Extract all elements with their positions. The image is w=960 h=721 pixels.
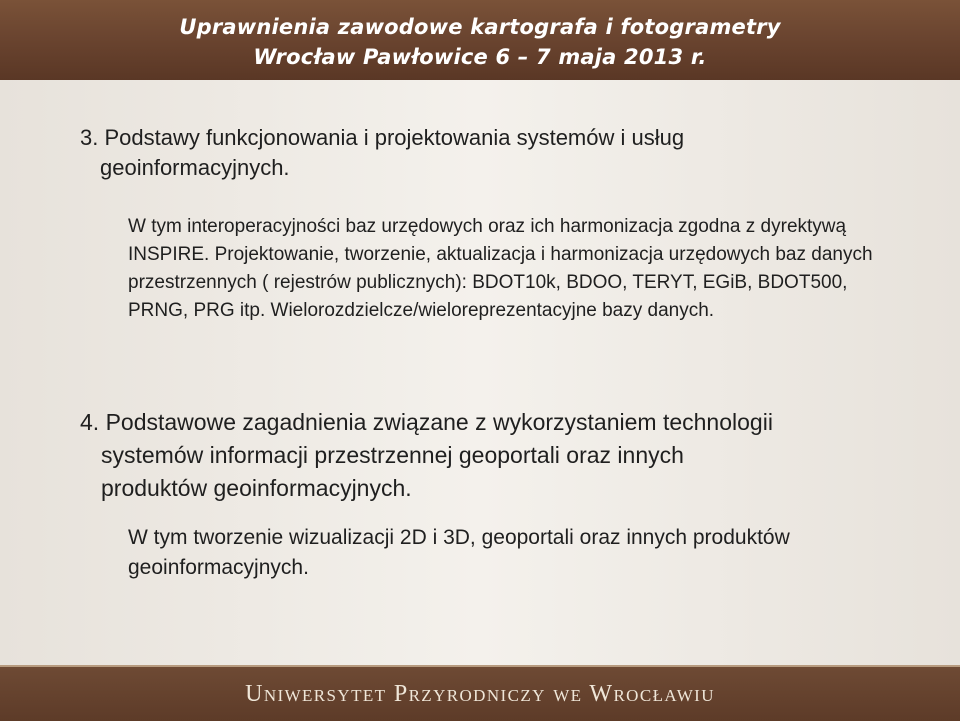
section-4-heading-line-1: 4. Podstawowe zagadnienia związane z wykorzystaniem technologii	[80, 409, 773, 435]
section-4-heading-line-2: systemów informacji przestrzennej geoportali oraz innych	[101, 442, 684, 468]
section-3-heading-line-1: 3. Podstawy funkcjonowania i projektowania systemów i usług	[80, 125, 685, 150]
footer-banner	[0, 665, 960, 721]
section-3-heading-line-2: geoinformacyjnych.	[100, 155, 290, 180]
section-4-detail: W tym tworzenie wizualizacji 2D i 3D, geoportali oraz innych produktów geoinformacyjnych.	[128, 526, 790, 579]
header-subtitle: Wrocław Pawłowice 6 – 7 maja 2013 r.	[253, 45, 707, 69]
section-4-heading-line-3: produktów geoinformacyjnych.	[101, 475, 412, 501]
slide-content	[0, 80, 960, 665]
section-3-detail: W tym interoperacyjności baz urzędowych oraz ich harmonizacja zgodna z dyrektywą INSPIRE. Projektowanie, tworzenie, aktualizacja i harmonizacja urzędowych baz danych przestrzennych ( rejestrów publicznych): BDOT10k, BDOO, TERYT, EGiB, BDOT500, PRNG, PRG itp. Wielorozdzielcze/wieloreprezentacyjne bazy danych.	[128, 216, 873, 321]
header-banner	[0, 0, 960, 80]
section-3-heading	[80, 123, 920, 183]
header-title: Uprawnienia zawodowe kartografa i fotogrametry	[179, 15, 781, 39]
university-name: Uniwersytet Przyrodniczy we Wrocławiu	[245, 681, 715, 707]
section-4-heading	[80, 406, 940, 505]
